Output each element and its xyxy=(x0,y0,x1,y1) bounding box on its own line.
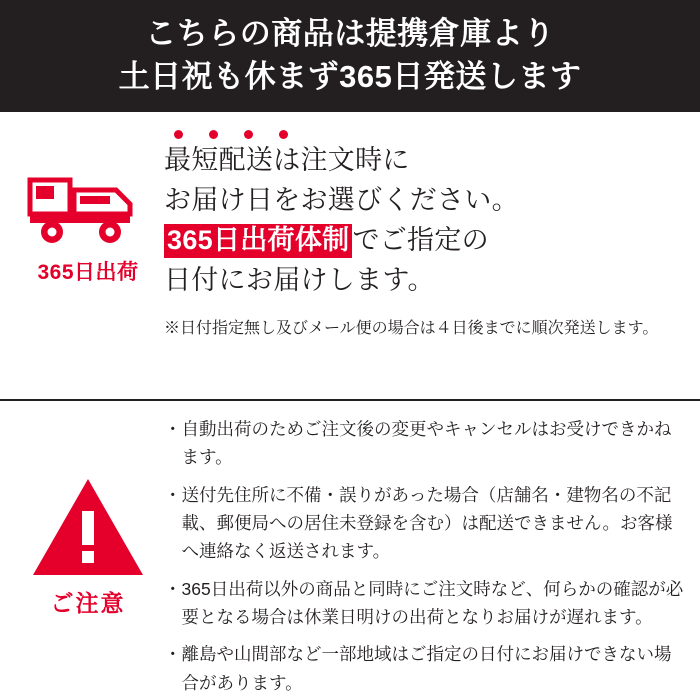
bullet-icon: ・ xyxy=(164,484,182,505)
delivery-line-2: お届け日をお選びください。 xyxy=(164,184,519,215)
delivery-line-4: 日付にお届けします。 xyxy=(164,264,435,295)
header-line-2: 土日祝も休まず365日発送します xyxy=(118,59,582,94)
delivery-text-block xyxy=(164,126,688,338)
delivery-line-1: 最短配送は注文時に xyxy=(164,145,410,175)
delivery-truck-icon xyxy=(26,170,150,248)
list-item xyxy=(164,640,686,697)
list-item xyxy=(164,481,686,566)
header-line-1: こちらの商品は提携倉庫より xyxy=(145,16,555,52)
list-item-text: 365日出荷以外の商品と同時にご注文時など、何らかの確認が必要となる場合は休業日明けの出荷となりお届けが遅れます。 xyxy=(181,578,684,628)
warning-triangle-icon xyxy=(29,475,147,579)
bullet-icon: ・ xyxy=(164,419,182,439)
list-item-text: 自動出荷のためご注文後の変更やキャンセルはお受けできかねます。 xyxy=(181,419,672,468)
list-item xyxy=(164,415,686,472)
delivery-highlight: 365日出荷体制 xyxy=(164,224,352,258)
list-item-text: 送付先住所に不備・誤りがあった場合（店舗名・建物名の不記載、郵便局への居住未登録を含む）は配送できません。お客様へ連絡なく返送されます。 xyxy=(181,484,673,562)
bullet-icon: ・ xyxy=(164,578,182,599)
accent-dot-icon xyxy=(279,130,288,139)
caution-section xyxy=(0,401,700,700)
delivery-truck-block xyxy=(12,126,164,286)
list-item xyxy=(164,575,686,632)
truck-caption: 365日出荷 xyxy=(37,261,139,284)
accent-dots xyxy=(164,130,688,139)
delivery-line-3-rest: でご指定の xyxy=(352,224,489,255)
delivery-line-3 xyxy=(164,221,688,261)
caution-caption: ご注意 xyxy=(50,590,126,616)
accent-dot-icon xyxy=(174,130,183,139)
delivery-section xyxy=(0,112,700,399)
list-item-text: 離島や山間部など一部地域はご指定の日付にお届けできない場合があります。 xyxy=(181,644,672,693)
accent-dot-icon xyxy=(209,130,218,139)
delivery-note: ※日付指定無し及びメール便の場合は４日後までに順次発送します。 xyxy=(164,319,659,337)
accent-dot-icon xyxy=(244,130,253,139)
caution-icon-block xyxy=(12,413,164,700)
bullet-icon: ・ xyxy=(164,644,182,665)
banner-header xyxy=(0,0,700,112)
caution-list xyxy=(164,413,686,700)
